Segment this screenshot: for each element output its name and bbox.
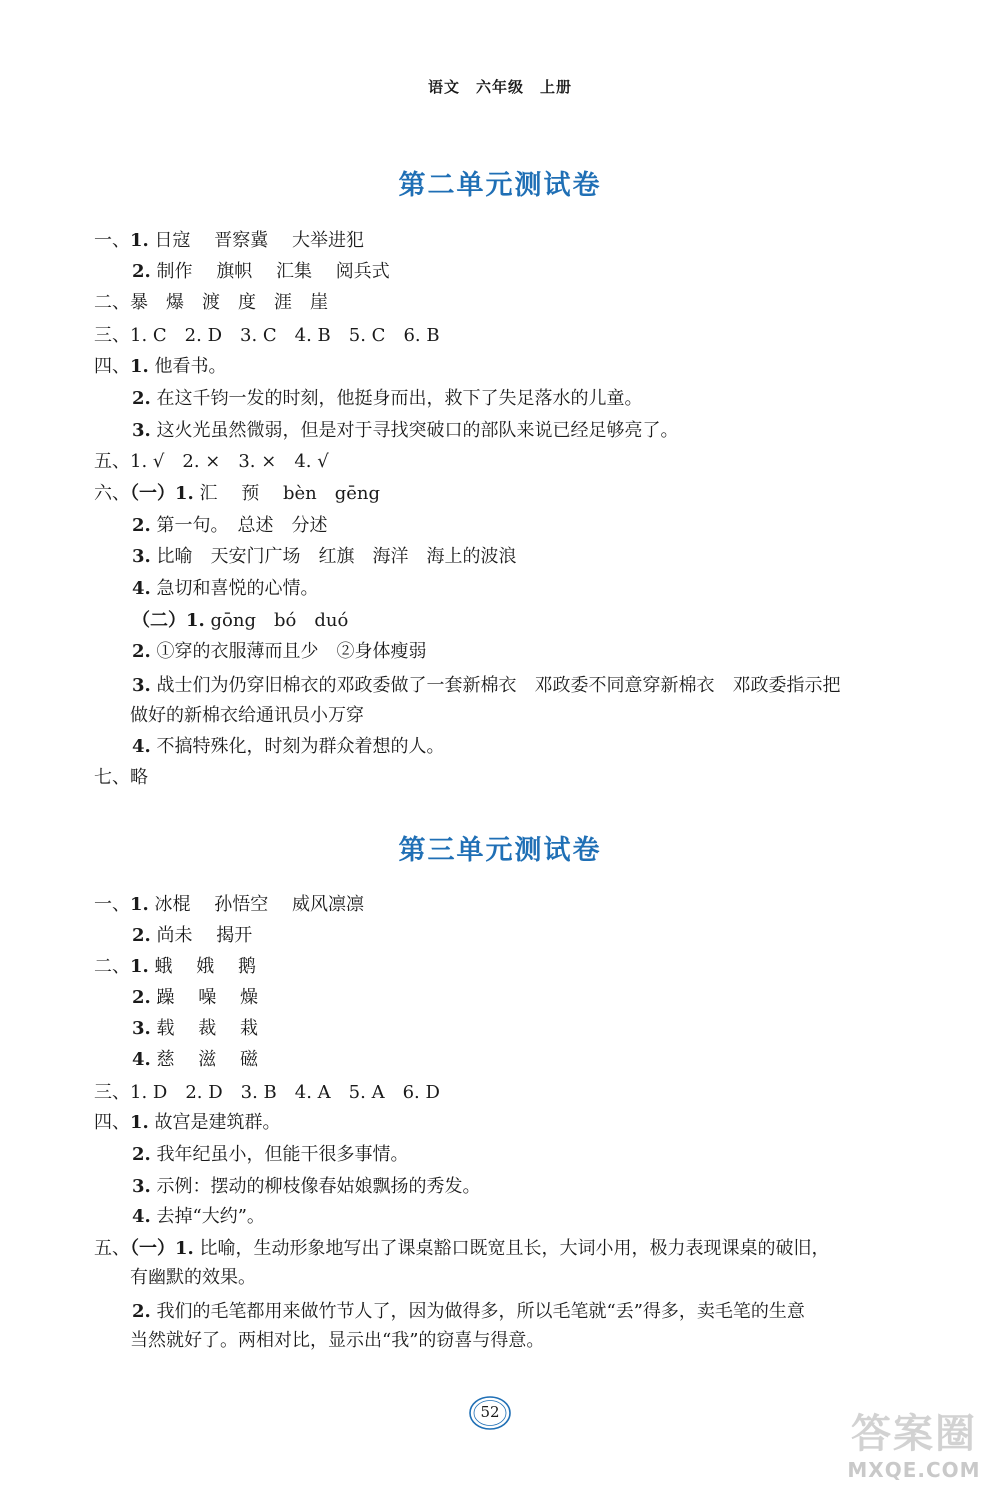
- item-prefix: 三、: [94, 325, 130, 346]
- answer-line: [130, 705, 364, 727]
- answer-line: [132, 1018, 258, 1040]
- item-number: （一）1.: [130, 483, 194, 504]
- item-number: 3.: [132, 420, 151, 441]
- item-text: 在这千钧一发的时刻，他挺身而出，救下了失足落水的儿童。: [156, 388, 643, 409]
- item-text: 制作 旗帜 汇集 阅兵式: [156, 261, 390, 282]
- item-number: 1.: [130, 1112, 149, 1133]
- item-number: 3.: [132, 546, 151, 567]
- item-text: 示例：摆动的柳枝像春姑娘飘扬的秀发。: [156, 1176, 481, 1197]
- item-text: 尚未 揭开: [156, 925, 253, 946]
- item-text: 第一句。 总述 分述: [156, 515, 328, 536]
- item-text: 急切和喜悦的心情。: [156, 578, 319, 599]
- item-number: 4.: [132, 1049, 151, 1070]
- item-text: 躁 噪 燥: [156, 987, 258, 1008]
- item-text: 1. D 2. D 3. B 4. A 5. A 6. D: [130, 1082, 440, 1103]
- answer-line: [94, 1082, 440, 1104]
- answer-line: [132, 1176, 481, 1198]
- item-text: 这火光虽然微弱，但是对于寻找突破口的部队来说已经足够亮了。: [156, 420, 679, 441]
- item-text: 我们的毛笔都用来做竹节人了，因为做得多，所以毛笔就“丢”得多，卖毛笔的生意: [156, 1301, 805, 1322]
- item-number: 2.: [132, 1301, 151, 1322]
- item-number: （二）1.: [132, 610, 205, 631]
- answer-line: [132, 1049, 258, 1071]
- item-text: 比喻 天安门广场 红旗 海洋 海上的波浪: [156, 546, 517, 567]
- unit2-title: 第二单元测试卷: [398, 170, 602, 201]
- answer-line: [132, 925, 252, 947]
- item-text: 故宫是建筑群。: [154, 1112, 281, 1133]
- item-text: 略: [130, 767, 148, 788]
- item-number: 1.: [130, 894, 149, 915]
- item-text: 他看书。: [154, 356, 227, 377]
- answer-line: [132, 675, 841, 697]
- item-number: 2.: [132, 641, 151, 662]
- item-number: 2.: [132, 261, 151, 282]
- answer-line: [94, 956, 256, 978]
- answer-line: [94, 230, 364, 252]
- item-prefix: 五、: [94, 451, 130, 472]
- answer-line: [132, 261, 390, 283]
- item-text: 慈 滋 磁: [156, 1049, 258, 1070]
- item-number: （一）1.: [130, 1238, 194, 1259]
- item-number: 1.: [130, 356, 149, 377]
- item-prefix: 六、: [94, 483, 130, 504]
- item-prefix: 五、: [94, 1238, 130, 1259]
- item-text: 我年纪虽小，但能干很多事情。: [156, 1144, 409, 1165]
- item-text: 载 裁 栽: [156, 1018, 258, 1039]
- item-prefix: 三、: [94, 1082, 130, 1103]
- item-number: 2.: [132, 515, 151, 536]
- answer-line: [94, 292, 328, 314]
- item-prefix: 二、: [94, 956, 130, 977]
- item-text: gōng bó duó: [210, 610, 349, 631]
- answer-line: [94, 451, 329, 473]
- item-text: 比喻，生动形象地写出了课桌豁口既宽且长，大词小用，极力表现课桌的破旧，: [199, 1238, 830, 1259]
- item-text: ①穿的衣服薄而且少 ②身体瘦弱: [156, 641, 427, 662]
- answer-line: [132, 987, 258, 1009]
- item-text: 蛾 娥 鹅: [154, 956, 256, 977]
- answer-line: [132, 578, 319, 600]
- answer-line: [132, 1144, 409, 1166]
- answer-line: [132, 546, 517, 568]
- item-text: 去掉“大约”。: [156, 1206, 265, 1227]
- answer-line: [132, 641, 427, 663]
- item-text: 日寇 晋察冀 大举进犯: [154, 230, 364, 251]
- unit3-title: 第三单元测试卷: [398, 835, 602, 866]
- item-text: 暴 爆 渡 度 涯 崖: [130, 292, 328, 313]
- item-number: 4.: [132, 736, 151, 757]
- answer-line: [132, 610, 348, 632]
- item-text: 冰棍 孙悟空 威风凛凛: [154, 894, 364, 915]
- watermark-logo: 答案圈: [851, 1411, 977, 1457]
- answer-line: [94, 1112, 281, 1134]
- item-prefix: 七、: [94, 767, 130, 788]
- item-text: 做好的新棉衣给通讯员小万穿: [130, 705, 364, 726]
- answer-line: [132, 1206, 265, 1228]
- running-header: 语文 六年级 上册: [427, 78, 572, 96]
- page-number: 52: [480, 1403, 500, 1421]
- item-number: 2.: [132, 388, 151, 409]
- answer-line: [132, 736, 445, 758]
- item-number: 2.: [132, 925, 151, 946]
- answer-line: [130, 1330, 544, 1352]
- answer-line: [94, 356, 227, 378]
- item-text: 1. C 2. D 3. C 4. B 5. C 6. B: [130, 325, 440, 346]
- answer-line: [132, 388, 643, 410]
- item-prefix: 四、: [94, 356, 130, 377]
- page-number-badge: [468, 1393, 512, 1433]
- item-prefix: 一、: [94, 894, 130, 915]
- item-number: 3.: [132, 675, 151, 696]
- item-prefix: 二、: [94, 292, 130, 313]
- answer-line: [130, 1267, 256, 1289]
- watermark-url: MXQE.COM: [847, 1458, 981, 1482]
- answer-line: [94, 767, 148, 789]
- item-prefix: 四、: [94, 1112, 130, 1133]
- item-number: 4.: [132, 578, 151, 599]
- answer-line: [94, 483, 380, 505]
- item-number: 1.: [130, 230, 149, 251]
- answer-line: [94, 325, 440, 347]
- item-number: 2.: [132, 1144, 151, 1165]
- item-text: 汇 预 bèn gēng: [199, 483, 381, 504]
- item-number: 2.: [132, 987, 151, 1008]
- answer-line: [132, 420, 679, 442]
- item-prefix: 一、: [94, 230, 130, 251]
- answer-line: [94, 1238, 830, 1260]
- item-number: 1.: [130, 956, 149, 977]
- item-number: 4.: [132, 1206, 151, 1227]
- item-number: 3.: [132, 1176, 151, 1197]
- answer-line: [132, 515, 328, 537]
- answer-line: [94, 894, 364, 916]
- item-number: 3.: [132, 1018, 151, 1039]
- item-text: 战士们为仍穿旧棉衣的邓政委做了一套新棉衣 邓政委不同意穿新棉衣 邓政委指示把: [156, 675, 841, 696]
- item-text: 不搞特殊化，时刻为群众着想的人。: [156, 736, 445, 757]
- item-text: 1. √ 2. × 3. × 4. √: [130, 451, 329, 472]
- answer-line: [132, 1301, 805, 1323]
- item-text: 当然就好了。两相对比，显示出“我”的窃喜与得意。: [130, 1330, 545, 1351]
- watermark: [834, 1398, 994, 1490]
- item-text: 有幽默的效果。: [130, 1267, 256, 1288]
